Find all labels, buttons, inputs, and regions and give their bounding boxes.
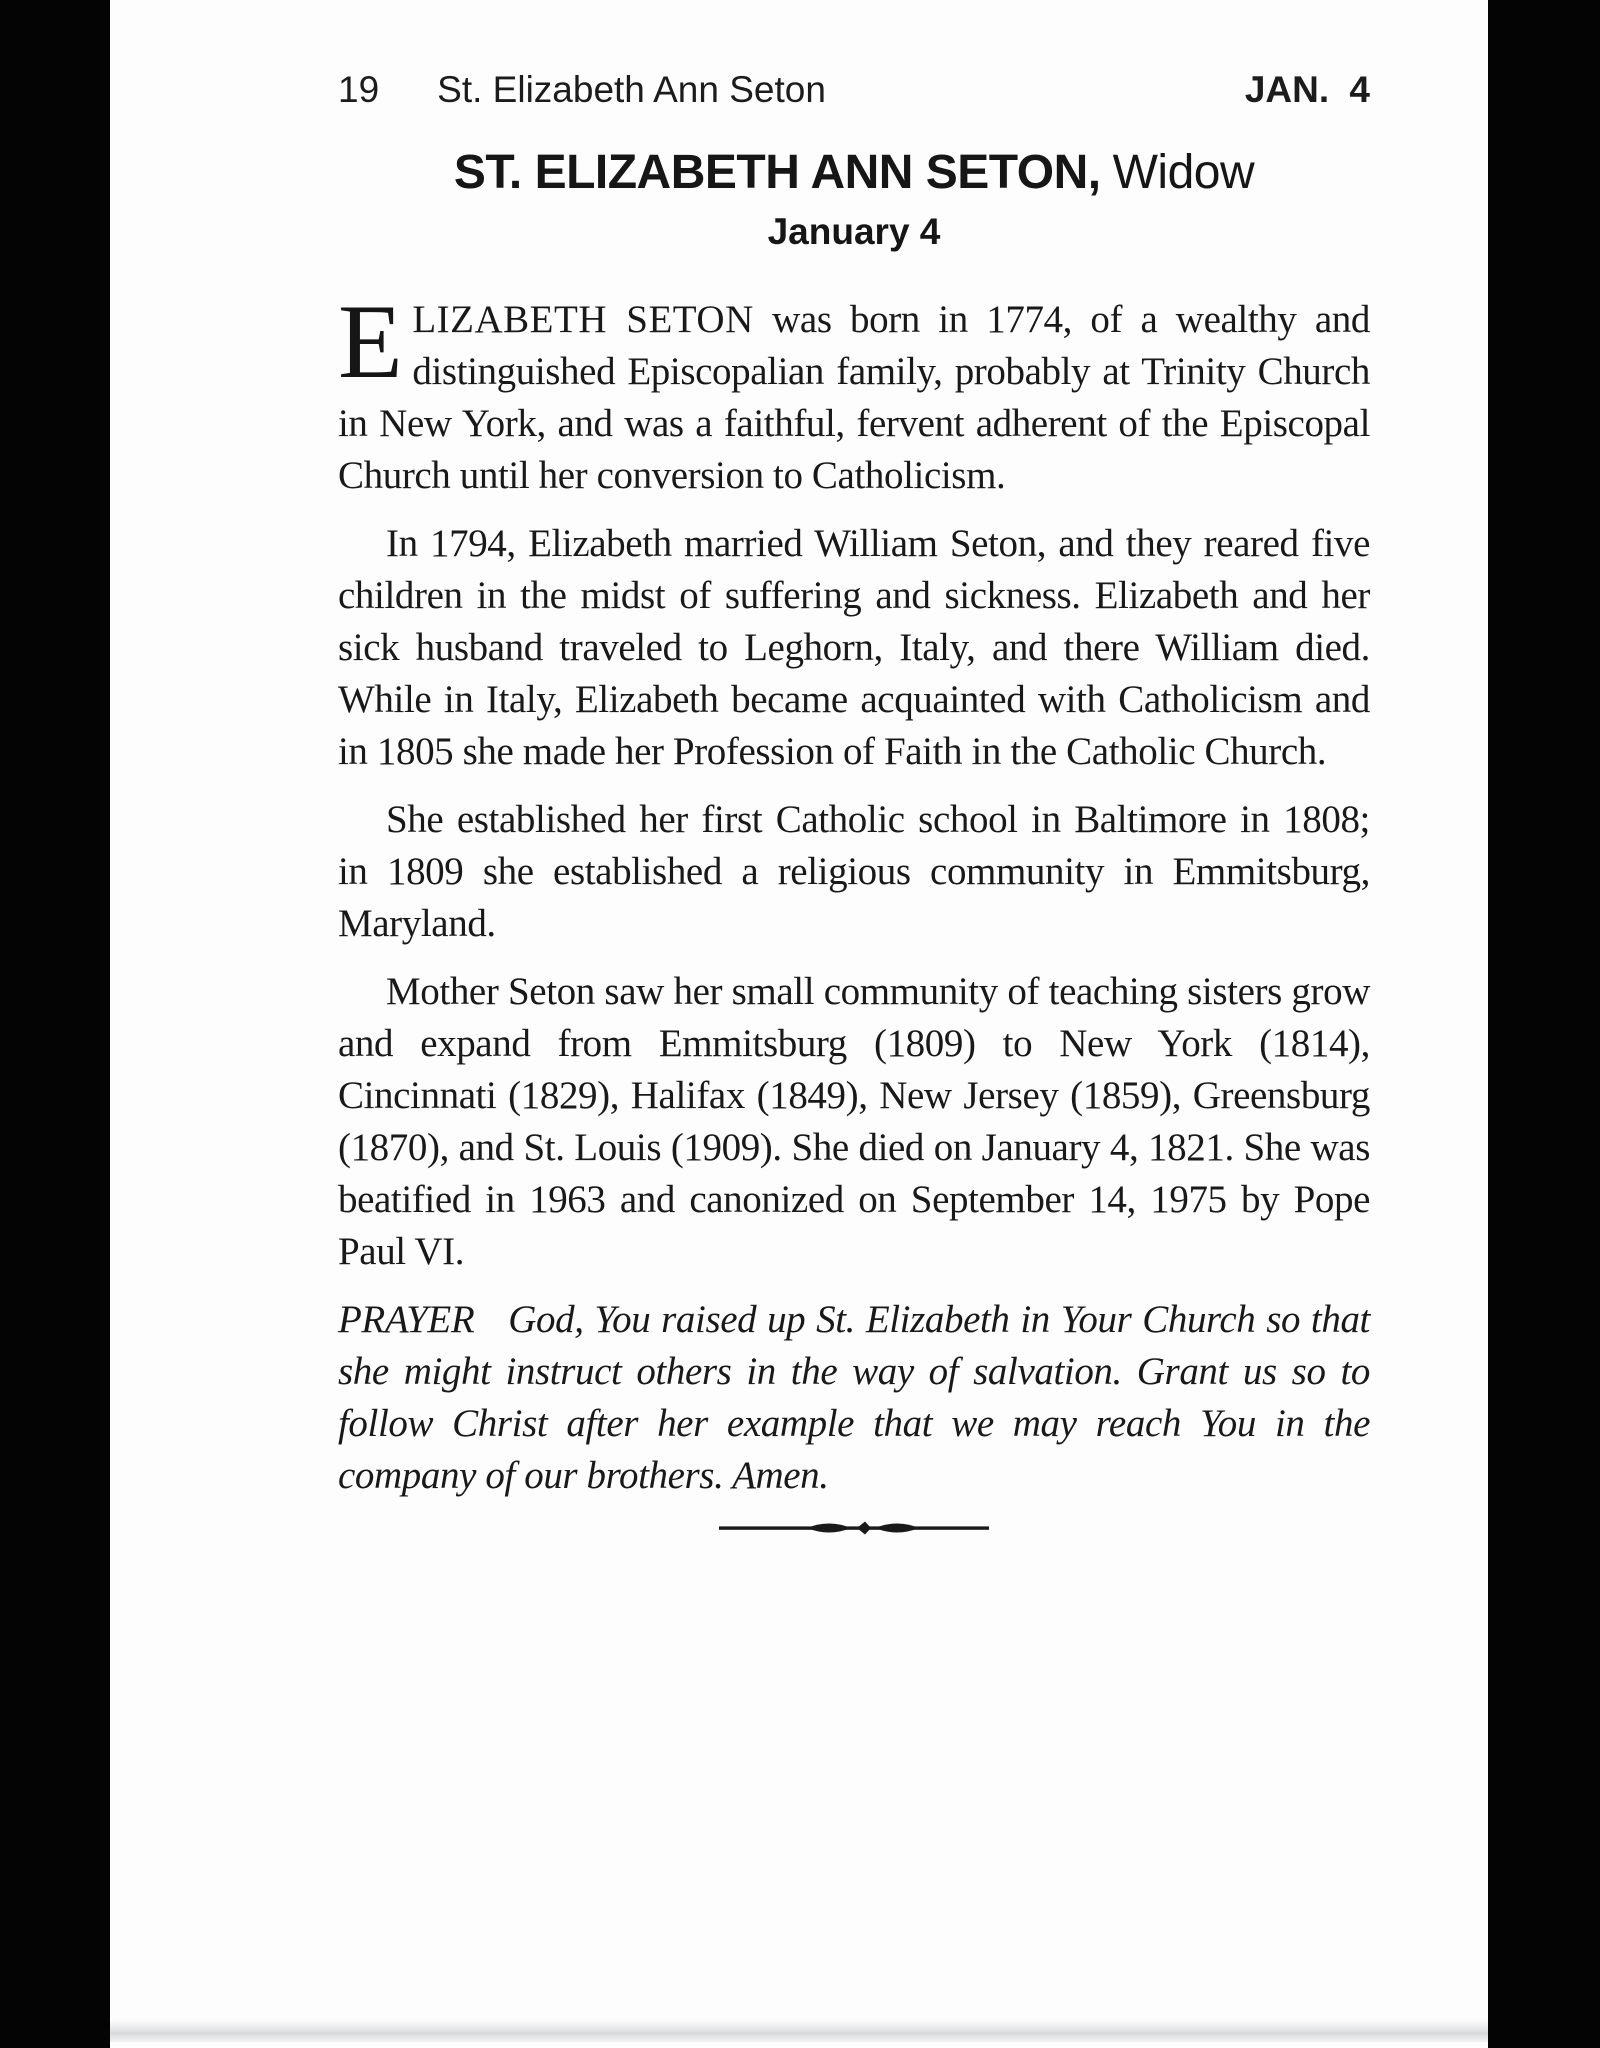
paragraph-3: She established her first Catholic school in Baltimore in 1808; in 1809 she established a religious community in Emmitsburg, Maryland. [338,798,1370,945]
diamond-rule-ornament-icon [719,1520,989,1536]
paragraph-2: In 1794, Elizabeth married William Seton, and they reared five children in the midst of suffering and sickness. Elizabeth and her sick husband traveled to Leghorn, Italy, and there William died. While in Italy, Elizabeth became acquainted with Catholicism and in 1805 she made her Profession of Faith in the Catholic Church. [338,522,1370,773]
feast-date-subtitle: January 4 [767,211,941,252]
paragraph-1 [338,283,1370,502]
paragraph-4: Mother Seton saw her small community of teaching sisters grow and expand from Emmitsburg (1809) to New York (1814), Cincinnati (1829), Halifax (1849), New Jersey (1859), Greensburg (1870), and St. Louis (1909). She died on January 4, 1821. She was beatified in 1963 and canonized on September 14, 1975 by Pope Paul VI. [338,970,1370,1273]
running-title: St. Elizabeth Ann Seton [437,69,826,110]
page-number: 19 [338,69,380,110]
body-text [338,283,1370,1572]
book-page [110,0,1488,2048]
paragraph-1-rest: was born in 1774, of a wealthy and distinguished Episcopalian family, probably at Trinity Church in New York, and was a faithful, fervent adherent of the Episcopal Church until her conversion to Catholicism. [338,298,1370,497]
paragraph-1-lead: LIZABETH SETON [412,298,754,341]
page-title-main: ST. ELIZABETH ANN SETON, [453,146,1101,199]
running-head [338,70,1370,110]
drop-cap: E [338,283,403,400]
page-title-suffix: Widow [1112,146,1255,199]
scan-border-right [1488,0,1600,2048]
scan-border-left [0,0,110,2048]
page-bottom-edge [110,2020,1488,2042]
prayer-text: God, You raised up St. Elizabeth in Your Church so that she might instruct others in the way of salvation. Grant us so to follow Christ after her example that we may reach You in the company of our brothers. Amen. [338,1298,1370,1497]
section-divider [338,1520,1370,1572]
running-head-date: JAN. 4 [1244,69,1370,110]
page-title [338,146,1370,200]
prayer-paragraph [338,1294,1370,1502]
prayer-label: PRAYER [338,1298,475,1341]
running-head-left [338,70,826,110]
page-content [110,0,1488,1572]
